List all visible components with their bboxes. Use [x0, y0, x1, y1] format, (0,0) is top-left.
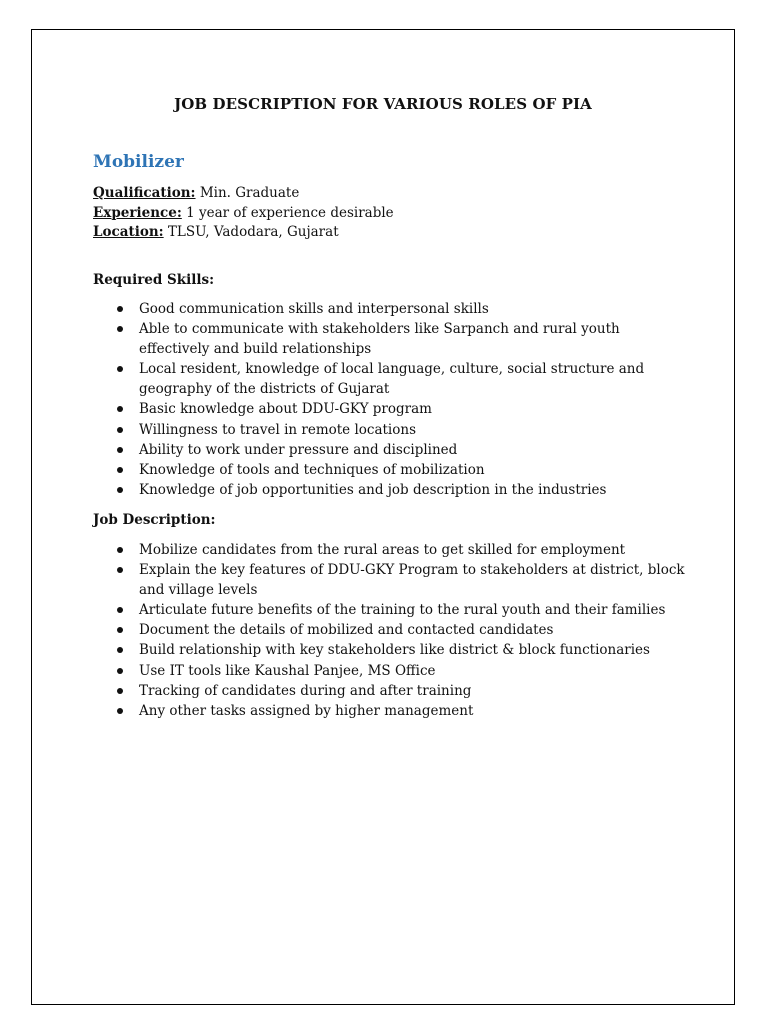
meta-qualification [93, 184, 394, 204]
meta-value: 1 year of experience desirable [181, 204, 394, 221]
meta-experience [93, 204, 394, 224]
bullet-icon [117, 427, 123, 433]
meta-label: Experience: [93, 204, 182, 221]
list-item-text: Knowledge of tools and techniques of mobilization [139, 461, 485, 478]
bullet-icon [117, 306, 123, 312]
list-item-text: Local resident, knowledge of local language, culture, social structure and geography of the districts of Gujarat [139, 361, 645, 398]
list-item-text: Document the details of mobilized and contacted candidates [139, 622, 554, 639]
job-description-list [93, 540, 693, 721]
list-item [93, 440, 693, 460]
bullet-icon [117, 668, 123, 674]
list-item [93, 480, 693, 500]
meta-value: Min. Graduate [195, 185, 300, 201]
list-item-text: Explain the key features of DDU-GKY Program to stakeholders at district, block and village levels [139, 562, 685, 599]
list-item [93, 540, 693, 560]
required-skills-list [93, 299, 693, 500]
role-heading: Mobilizer [93, 152, 184, 172]
bullet-icon [117, 487, 123, 493]
list-item [93, 319, 693, 359]
list-item [93, 359, 693, 399]
list-item-text: Able to communicate with stakeholders like Sarpanch and rural youth effectively and build relationships [139, 321, 620, 358]
bullet-icon [117, 406, 123, 412]
list-item-text: Willingness to travel in remote locations [139, 421, 417, 438]
list-item-text: Any other tasks assigned by higher management [139, 702, 474, 719]
list-item-text: Basic knowledge about DDU-GKY program [139, 401, 432, 418]
document-title: JOB DESCRIPTION FOR VARIOUS ROLES OF PIA [174, 95, 592, 113]
bullet-icon [117, 688, 123, 694]
job-description-heading: Job Description: [93, 512, 216, 528]
list-item [93, 661, 693, 681]
list-item [93, 701, 693, 721]
list-item-text: Knowledge of job opportunities and job description in the industries [139, 481, 607, 498]
bullet-icon [117, 567, 123, 573]
role-meta [93, 184, 394, 243]
meta-location [93, 223, 394, 243]
list-item-text: Ability to work under pressure and disciplined [139, 441, 458, 458]
bullet-icon [117, 627, 123, 633]
list-item [93, 681, 693, 701]
bullet-icon [117, 607, 123, 613]
list-item-text: Use IT tools like Kaushal Panjee, MS Office [139, 662, 436, 679]
meta-label: Qualification: [93, 185, 196, 201]
bullet-icon [117, 708, 123, 714]
list-item-text: Build relationship with key stakeholders like district & block functionaries [139, 642, 650, 659]
list-item [93, 620, 693, 640]
list-item [93, 420, 693, 440]
list-item-text: Good communication skills and interpersonal skills [139, 301, 489, 317]
list-item [93, 640, 693, 660]
bullet-icon [117, 547, 123, 553]
meta-value: TLSU, Vadodara, Gujarat [163, 224, 339, 240]
meta-label: Location: [93, 224, 164, 240]
list-item-text: Articulate future benefits of the training to the rural youth and their families [139, 602, 666, 619]
list-item-text: Mobilize candidates from the rural areas to get skilled for employment [139, 542, 626, 558]
bullet-icon [117, 366, 123, 372]
list-item [93, 560, 693, 600]
bullet-icon [117, 326, 123, 332]
bullet-icon [117, 467, 123, 473]
list-item-text: Tracking of candidates during and after training [139, 682, 472, 699]
required-skills-heading: Required Skills: [93, 272, 215, 288]
bullet-icon [117, 447, 123, 453]
list-item [93, 299, 693, 319]
bullet-icon [117, 647, 123, 653]
list-item [93, 460, 693, 480]
list-item [93, 399, 693, 419]
list-item [93, 600, 693, 620]
